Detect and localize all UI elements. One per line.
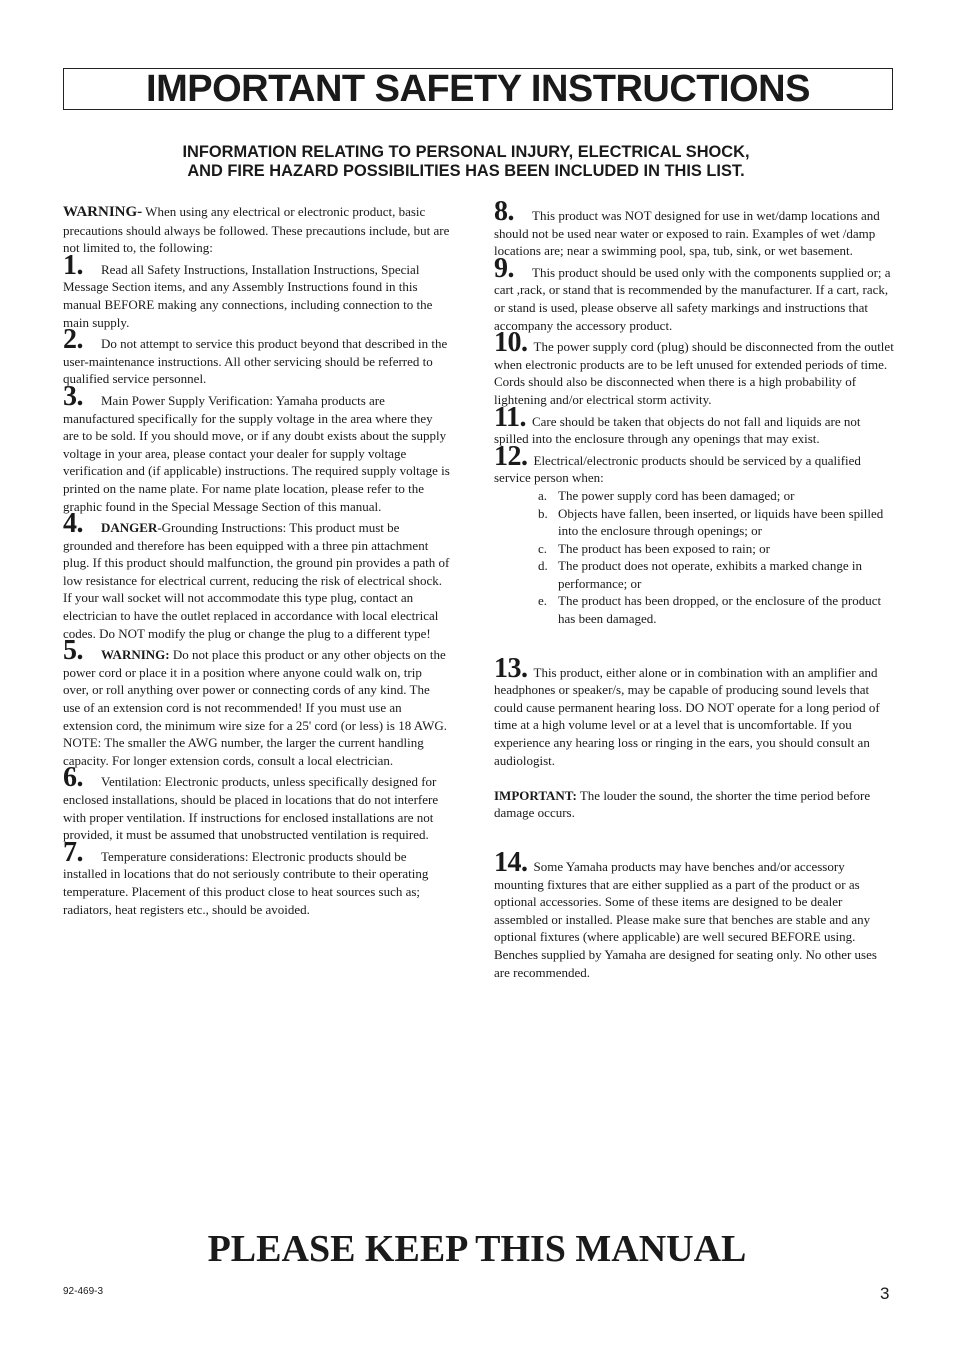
list-item-text: Objects have fallen, been inserted, or liquids have been spilled into the enclosure through openings; or — [558, 505, 884, 539]
item-number: 14. — [494, 847, 528, 878]
keep-manual-heading: PLEASE KEEP THIS MANUAL — [207, 1228, 747, 1270]
item-number: 8. — [494, 196, 514, 227]
warning-text: When using any electrical or electronic product, basic precautions should always be followed. These precautions include, but are not limited to, the following: — [63, 204, 450, 256]
instruction-item-14 — [494, 847, 894, 981]
list-item-text: The product has been exposed to rain; or — [558, 540, 770, 556]
item-number: 13. — [494, 652, 528, 684]
list-letter: d. — [538, 558, 548, 574]
list-item-text: The power supply cord has been damaged; or — [558, 487, 795, 503]
item-number: 12. — [494, 440, 528, 472]
list-letter: c. — [538, 540, 548, 556]
list-item-text: The product does not operate, exhibits a marked change in performance; or — [558, 558, 862, 591]
item-text: Electrical/electronic products should be serviced by a qualified service person when: — [494, 452, 861, 486]
item-number: 11. — [494, 401, 526, 433]
item-text: This product, either alone or in combination with an amplifier and headphones or speaker/s, may be capable of producing sound levels that could cause permanent hearing loss. DO NOT operate for a long period of time at a high volume level or at a level that is uncomfortable. If you experience any hearing loss or ringing in the ears, you should consult an audiologist. — [494, 664, 880, 768]
instruction-item-2 — [63, 324, 450, 388]
title-box — [63, 68, 893, 110]
item-text: Do not place this product or any other objects on the power cord or place it in a position where anyone could walk on, trip over, or roll anything over power or connecting cords of any kind. The use of an extension cord is not recommended! If you must use an extension cord, the minimum wire size for a 25' cord (or less) is 18 AWG. NOTE: The smaller the AWG number, the larger the current handling capacity. For longer extension cords, consult a local electrician. — [63, 647, 447, 768]
warning-lead: WARNING: — [101, 647, 170, 663]
right-column — [494, 196, 894, 981]
item-text: The power supply cord (plug) should be disconnected from the outlet when electronic products are to be left unused for extended periods of time. Cords should also be disconnected when there is a high probability of lightening and/or electrical storm activity. — [494, 339, 894, 407]
important-text: The louder the sound, the shorter the time period before damage occurs. — [494, 787, 871, 821]
item-number: 6. — [63, 762, 83, 794]
list-item — [538, 540, 894, 558]
document-code: 92-469-3 — [63, 1286, 104, 1297]
instruction-item-1 — [63, 249, 450, 331]
instruction-item-4 — [63, 508, 450, 642]
instruction-item-5 — [63, 635, 450, 769]
instruction-item-11 — [494, 401, 894, 448]
item-number: 4. — [63, 508, 83, 540]
item-text: Do not attempt to service this product beyond that described in the user-maintenance instructions. All other servicing should be referred to qualified service personnel. — [63, 336, 448, 387]
item-text: -Grounding Instructions: This product must be grounded and therefore has been equipped with a three pin attachment plug. If this product should malfunction, the ground pin provides a path of low resistance for electrical current, reducing the risk of electrical shock. If your wall socket will not accommodate this type plug, contact an electrician to have the outlet replaced in accordance with local electrical codes. Do NOT modify the plug or change the plug to a different type! — [63, 520, 450, 641]
item-number: 3. — [63, 380, 83, 412]
subtitle-line-1: INFORMATION RELATING TO PERSONAL INJURY, ELECTRICAL SHOCK, — [182, 143, 750, 161]
item-text: Temperature considerations: Electronic products should be installed in locations that do not seriously contribute to their operating temperature. Placement of this product close to heat sources such as; radiators, heat registers etc., should be avoided. — [63, 848, 429, 917]
subtitle-line-2: AND FIRE HAZARD POSSIBILITIES HAS BEEN INCLUDED IN THIS LIST. — [187, 162, 745, 180]
list-item-text: The product has been dropped, or the enclosure of the product has been damaged. — [558, 593, 882, 627]
subtitle — [63, 143, 869, 181]
instruction-item-10 — [494, 327, 894, 408]
instruction-item-13 — [494, 652, 894, 822]
list-item — [538, 557, 894, 592]
item-number: 2. — [63, 324, 83, 356]
instruction-item-9 — [494, 252, 894, 334]
item-number: 5. — [63, 635, 83, 667]
danger-lead: DANGER — [101, 520, 158, 536]
service-conditions-list — [494, 487, 894, 628]
page-number: 3 — [880, 1284, 890, 1303]
item-text: Some Yamaha products may have benches and/or accessory mounting fixtures that are either supplied as a part of the product or as optional accessories. Some of these items are designed to be dealer assembled or installed. Please make sure that benches are stable and any optional fixtures (where applicable) are well secured BEFORE using. Benches supplied by Yamaha are designed for seating only. No other uses are recommended. — [494, 859, 877, 980]
instruction-item-8 — [494, 196, 894, 260]
instruction-item-12 — [494, 440, 894, 628]
list-item — [538, 592, 894, 627]
list-letter: e. — [538, 593, 548, 609]
list-letter: a. — [538, 487, 548, 503]
list-item — [538, 487, 894, 505]
list-item — [538, 505, 894, 540]
item-text: Read all Safety Instructions, Installation Instructions, Special Message Section items, and any Assembly Instructions found in this manual BEFORE making any connections, including connection to the main supply. — [63, 261, 433, 330]
page-title: IMPORTANT SAFETY INSTRUCTIONS — [146, 68, 810, 110]
important-note — [494, 787, 894, 822]
left-column — [63, 203, 450, 918]
instruction-item-6 — [63, 762, 450, 843]
item-number: 9. — [494, 252, 514, 284]
item-text: Care should be taken that objects do not fall and liquids are not spilled into the enclosure through any openings that may exist. — [494, 413, 861, 447]
instruction-item-7 — [63, 836, 450, 918]
item-number: 1. — [63, 249, 83, 281]
item-text: This product should be used only with the components supplied or; a cart ,rack, or stand that is recommended by the manufacturer. If a cart, rack, or stand is used, please observe all safety markings and instructions that accompany the accessory product. — [494, 264, 891, 333]
list-letter: b. — [538, 505, 548, 521]
warning-lead: WARNING- — [63, 204, 143, 220]
important-lead: IMPORTANT: — [494, 787, 577, 803]
warning-intro — [63, 203, 450, 257]
item-text: Ventilation: Electronic products, unless specifically designed for enclosed installations, should be placed in locations that do not interfere with proper ventilation. If instructions for enclosed installations are not provided, it must be assumed that unobstructed ventilation is required. — [63, 774, 439, 843]
item-text: Main Power Supply Verification: Yamaha products are manufactured specifically for the supply voltage in the area where they are to be sold. If you should move, or if any doubt exists about the supply voltage in your area, please contact your dealer for supply voltage verification and (if applicable) instructions. The required supply voltage is printed on the name plate. For name plate location, please refer to the graphic found in the Special Message Section of this manual. — [63, 392, 450, 514]
instruction-item-3 — [63, 380, 450, 515]
item-number: 7. — [63, 836, 83, 868]
item-number: 10. — [494, 327, 528, 359]
item-text: This product was NOT designed for use in wet/damp locations and should not be used near water or exposed to rain. Examples of wet /damp locations are; near a swimming pool, spa, tub, sink, or wet basement. — [494, 208, 880, 259]
